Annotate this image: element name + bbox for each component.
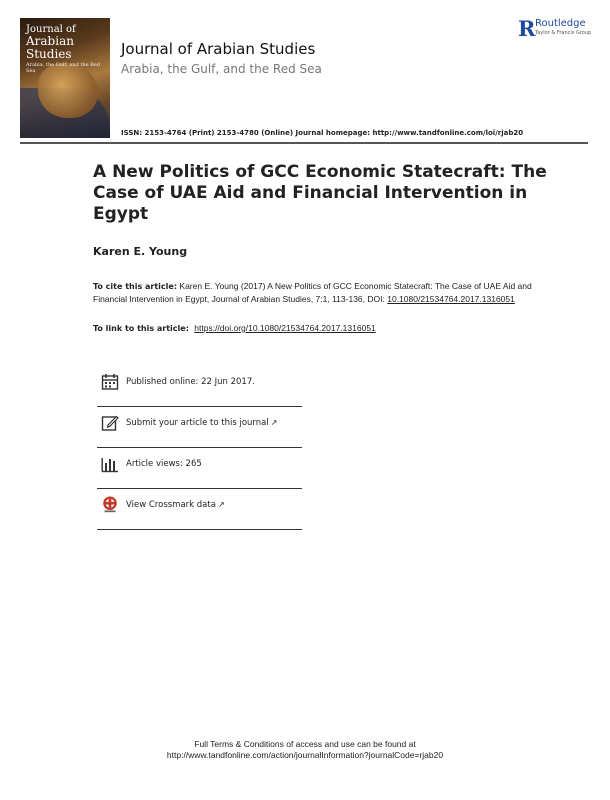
cover-title (26, 24, 104, 61)
journal-subtitle: Arabia, the Gulf, and the Red Sea (121, 62, 322, 76)
crossmark-item[interactable] (97, 496, 302, 537)
citation-block (93, 280, 533, 306)
external-link-icon: ↗ (270, 418, 278, 427)
citation-text: Karen E. Young (2017) A New Politics of GCC Economic Statecraft: The Case of UAE Aid and Financial Intervention in Egypt, Journal of Arabian Studies, 7:1, 113-136, DOI: (93, 281, 532, 304)
crossmark-icon (101, 496, 119, 514)
citation-doi-link[interactable]: 10.1080/21534764.2017.1316051 (387, 294, 515, 304)
article-views-item (97, 455, 302, 496)
cover-subtitle: Arabia, the Gulf, and the Red Sea (26, 62, 101, 74)
submit-article-label: Submit your article to this journal (126, 418, 269, 428)
footer-line1: Full Terms & Conditions of access and use can be found at (194, 739, 416, 749)
routledge-logo-icon: R (518, 16, 536, 41)
info-divider (97, 406, 302, 407)
link-label: To link to this article: (93, 324, 189, 333)
header-divider (20, 142, 588, 144)
article-views-label: Article views: 265 (126, 459, 202, 469)
publisher-name: Routledge (535, 18, 586, 29)
info-divider (97, 529, 302, 530)
crossmark-link[interactable] (126, 500, 225, 510)
publisher-group: Taylor & Francis Group (535, 30, 592, 36)
edit-icon (101, 414, 119, 432)
published-online-item (97, 373, 302, 414)
crossmark-label: View Crossmark data (126, 500, 216, 510)
external-link-icon: ↗ (217, 500, 225, 509)
citation-label: To cite this article: (93, 282, 178, 291)
bar-chart-icon (101, 455, 119, 473)
article-author: Karen E. Young (93, 245, 188, 258)
article-link-line (93, 323, 376, 333)
published-online-label: Published online: 22 Jun 2017. (126, 377, 255, 387)
issn-homepage-line: ISSN: 2153-4764 (Print) 2153-4780 (Online) Journal homepage: http://www.tandfonline.com/loi/rjab20 (121, 129, 524, 137)
calendar-icon (101, 373, 119, 391)
submit-article-item[interactable] (97, 414, 302, 455)
publisher-logo (518, 18, 600, 40)
info-divider (97, 447, 302, 448)
submit-article-link[interactable] (126, 418, 277, 428)
terms-footer (0, 739, 610, 761)
article-doi-url-link[interactable]: https://doi.org/10.1080/21534764.2017.1316051 (194, 323, 376, 333)
footer-terms-url[interactable]: http://www.tandfonline.com/action/journalInformation?journalCode=rjab20 (166, 750, 444, 760)
article-title: A New Politics of GCC Economic Statecraft: The Case of UAE Aid and Financial Intervention in Egypt (93, 162, 547, 224)
journal-title: Journal of Arabian Studies (121, 40, 316, 58)
journal-cover-image (20, 18, 110, 138)
cover-title-line1: Journal of (26, 24, 76, 35)
info-divider (97, 488, 302, 489)
cover-title-line2: Arabian Studies (26, 34, 74, 61)
